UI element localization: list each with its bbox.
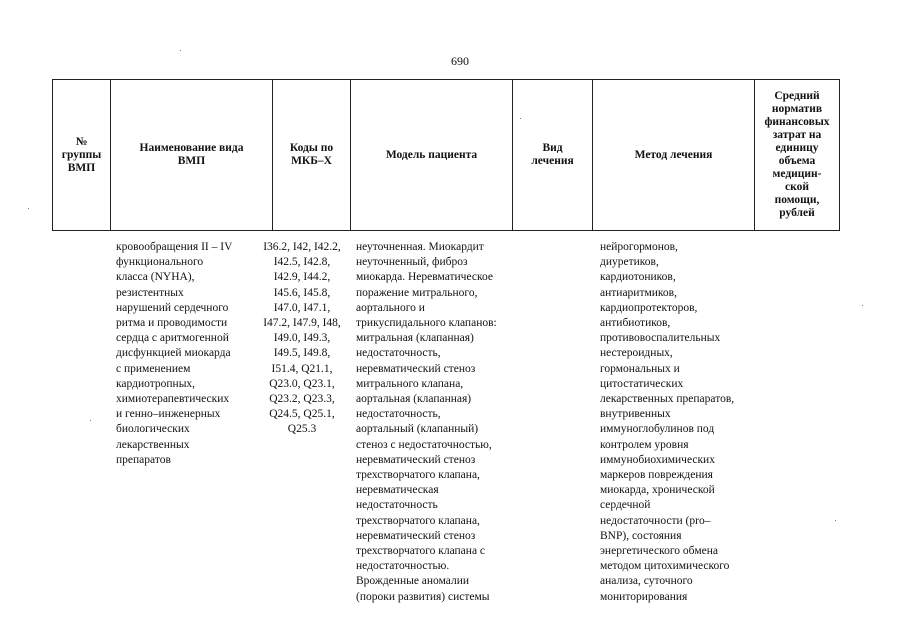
page-number: 690 <box>451 54 469 68</box>
cell-patient-model: неуточненная. Миокардит неуточненный, фиброз миокарда. Неревматическое поражение митрального, аортального и трикуспидального клапанов: митральная (клапанная) недостаточность, неревматический стеноз митрального клапана, аортальная (клапанная) недостаточность, аортальный (клапанный) стеноз с недостаточностью, неревматический стеноз трехстворчатого клапана, неревматическая недостаточность трехстворчатого клапана, неревматический стеноз трехстворчатого клапана с недостаточностью. Врожденные аномалии (пороки развития) системы <box>356 241 497 603</box>
scan-speck <box>90 420 91 421</box>
scan-speck <box>180 50 181 51</box>
header-group-number <box>53 80 111 230</box>
cell-vmp-name: кровообращения II – IV функционального класса (NYHA), резистентных нарушений сердечного ритма и проводимости сердца с аритмогенной дисфункцией миокарда с применением кардиотропных, химиотерапевтических и генно–инженерных биологических лекарственных препаратов <box>116 241 233 466</box>
cell-icd-codes: I36.2, I42, I42.2, I42.5, I42.8, I42.9, I44.2, I45.6, I45.8, I47.0, I47.1, I47.2, I47.9, I48, I49.0, I49.3, I49.5, I49.8, I51.4, Q21.1, Q23.0, Q23.1, Q23.2, Q23.3, Q24.5, Q25.1, Q25.3 <box>263 241 341 436</box>
header-treatment-method <box>593 80 755 230</box>
header-cost <box>755 80 839 230</box>
header-patient-model <box>351 80 513 230</box>
header-icd-codes <box>273 80 351 230</box>
scan-speck <box>520 118 521 119</box>
header-icd-codes-text: Коды по МКБ–Х <box>289 142 334 167</box>
header-treatment-type-text: Вид лечения <box>531 142 574 167</box>
header-vmp-name-text: Наименование вида ВМП <box>139 142 244 167</box>
header-group-number-text: № группы ВМП <box>61 135 102 174</box>
header-treatment-method-text: Метод лечения <box>634 148 713 161</box>
cell-treatment-method: нейрогормонов, диуретиков, кардиотоников, антиаритмиков, кардиопротекторов, антибиотиков, противовоспалительных нестероидных, гормональных и цитостатических лекарственных препаратов, внутривенных иммуноглобулинов под контролем уровня иммунобиохимических маркеров повреждения миокарда, хронической сердечной недостаточности (pro– BNP), состояния энергетического обмена методом цитохимического анализа, суточного мониторирования <box>600 241 735 603</box>
scan-speck <box>835 520 836 521</box>
table-header-row <box>52 79 840 231</box>
scan-speck <box>28 208 29 209</box>
header-patient-model-text: Модель пациента <box>385 148 478 161</box>
header-cost-text: Средний норматив финансовых затрат на единицу объема медицин- ской помощи, рублей <box>764 90 830 219</box>
scan-speck <box>862 305 863 306</box>
header-treatment-type <box>513 80 593 230</box>
header-vmp-name <box>111 80 273 230</box>
